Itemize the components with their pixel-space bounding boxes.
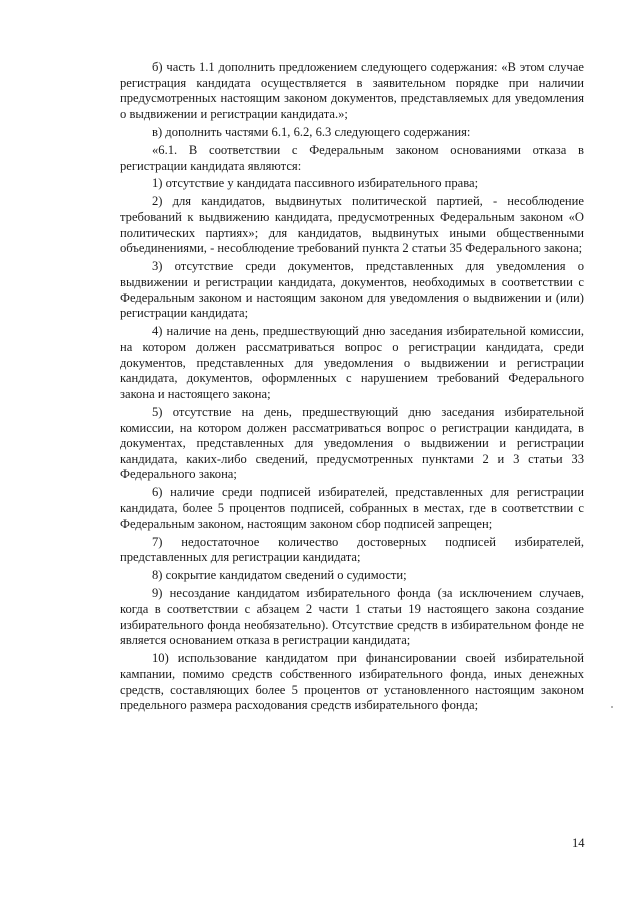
list-item-7: 7) недостаточное количество достоверных подписей избирателей, представленных для регистрации кандидата; — [120, 534, 584, 565]
document-body — [120, 60, 584, 716]
list-item-5: 5) отсутствие на день, предшествующий дню заседания избирательной комиссии, на котором должен рассматриваться вопрос о регистрации кандидата, в документах, представленных для уведомления о выдвижении и регистрации кандидата, каких-либо сведений, предусмотренных пунктами 2 и 3 статьи 33 Федерального закона; — [120, 404, 584, 482]
list-item-9: 9) несоздание кандидатом избирательного фонда (за исключением случаев, когда в соответствии с абзацем 2 части 1 статьи 19 настоящего закона создание избирательного фонда необязательно). Отсутствие средств в избирательном фонде не является основанием отказа в регистрации кандидата; — [120, 586, 584, 648]
paragraph-v: в) дополнить частями 6.1, 6.2, 6.3 следующего содержания: — [152, 124, 471, 139]
list-item-6: 6) наличие среди подписей избирателей, представленных для регистрации кандидата, более 5 процентов подписей, собранных в местах, где в соответствии с Федеральным законом, настоящим законом сбор подписей запрещен; — [120, 485, 584, 531]
page-number: 14 — [572, 836, 585, 850]
list-item-3: 3) отсутствие среди документов, представленных для уведомления о выдвижении и регистрации кандидата, документов, необходимых в соответствии с Федеральным законом и настоящим законом для уведомления о выдвижении и (или) регистрации кандидата; — [120, 259, 584, 321]
list-item-10: 10) использование кандидатом при финансировании своей избирательной кампании, помимо средств собственного избирательного фонда, иных денежных средств, составляющих более 5 процентов от установленного настоящим законом предельного размера расходования средств избирательного фонда; — [120, 651, 584, 713]
list-item-8: 8) сокрытие кандидатом сведений о судимости; — [152, 568, 407, 583]
list-item-2: 2) для кандидатов, выдвинутых политической партией, - несоблюдение требований к выдвижению кандидата, предусмотренных Федеральным законом «О политических партиях»; для кандидатов, выдвинутых иными общественными объединениями, - несоблюдение требований пункта 2 статьи 35 Федерального закона; — [120, 194, 584, 256]
list-item-1: 1) отсутствие у кандидата пассивного избирательного права; — [152, 176, 479, 191]
paragraph-b: б) часть 1.1 дополнить предложением следующего содержания: «В этом случае регистрация кандидата осуществляется в заявительном порядке при наличии предусмотренных настоящим законом документов, представляемых для уведомления о выдвижении и регистрации кандидата.»; — [120, 60, 584, 121]
scan-speck — [611, 706, 613, 708]
paragraph-6-1-intro: «6.1. В соответствии с Федеральным законом основаниями отказа в регистрации кандидата являются: — [120, 142, 584, 173]
list-item-4: 4) наличие на день, предшествующий дню заседания избирательной комиссии, на котором должен рассматриваться вопрос о регистрации кандидата, среди документов, представленных для уведомления о выдвижении и регистрации кандидата, документов, оформленных с нарушением требований Федерального закона и настоящего закона; — [120, 324, 584, 401]
